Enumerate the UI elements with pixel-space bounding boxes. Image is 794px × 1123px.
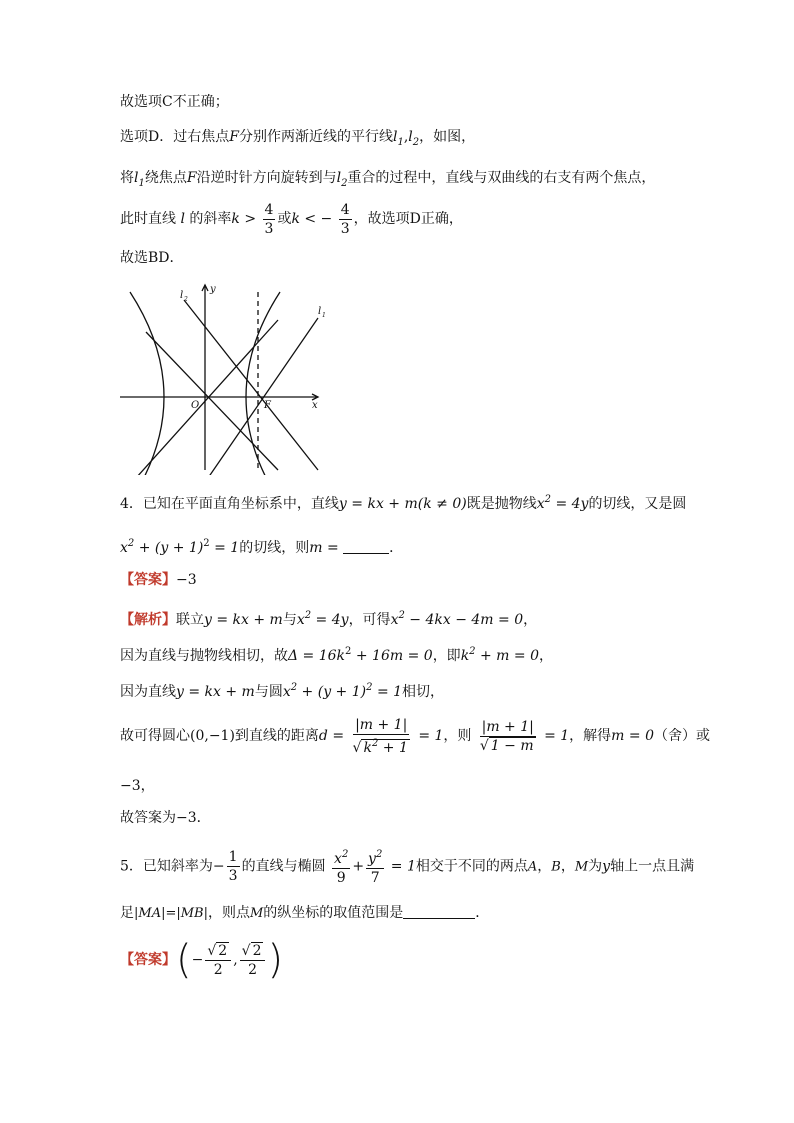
sentence: −3， (120, 778, 155, 794)
focus-F: F (186, 170, 197, 186)
line-l2 (184, 300, 318, 470)
analysis-line4 (120, 714, 710, 758)
sentence: 既是抛物线 (466, 496, 537, 512)
question-5-line1: 5．已知斜率为− $\frac{1}{3}$ 的直线与椭圆 $\frac{x^2}{9}$ + $\frac{y^2}{7}$ = 1相交于不同的两点A，B，M为y轴上一点且满 (120, 846, 694, 888)
analysis-line6 (120, 808, 211, 828)
hyperbola-figure (118, 280, 328, 475)
sentence: 已知斜率为 (142, 858, 213, 875)
label-F: F (264, 400, 271, 411)
equation: y = kx + m(k ≠ 0) (338, 496, 467, 512)
math-l2: $l_2$ (408, 129, 420, 148)
sentence: ，即 (432, 648, 461, 664)
sentence: 相切， (402, 684, 445, 700)
fraction-1-3: $\frac{1}{3}$ (228, 849, 238, 884)
answer-tag: 【答案】 (120, 952, 176, 968)
sentence: 的切线，则 (239, 540, 310, 556)
analysis-line5 (120, 776, 155, 796)
equation: = 1 (418, 728, 444, 744)
focus-F: F (229, 129, 239, 145)
analysis-line3: 因为直线y = kx + m与圆$x^2 + (y + 1)^2 = 1$相切， (120, 682, 445, 700)
sentence: 的纵坐标的取值范围是 (263, 905, 404, 921)
fraction-4-3: $\frac{4}{3}$ (340, 201, 350, 237)
sentence: 故答案为−3． (120, 810, 211, 826)
point-A: A (527, 859, 538, 875)
question-4-line2: $x^2 + (y + 1)^2 = 1$的切线，则m = ． (120, 538, 404, 556)
equation: = 1 (390, 858, 416, 875)
sentence: 因为直线 (120, 684, 176, 700)
sentence: ，解得 (569, 728, 612, 744)
equation: = 1 (214, 540, 240, 556)
sentence: ，故选项D正确， (353, 211, 463, 227)
sentence: ，则点 (207, 905, 250, 921)
variable-y: y (602, 858, 611, 875)
text-line (120, 248, 184, 268)
sentence: 分别作两渐近线的平行线 (238, 129, 393, 145)
sentence: 选项D．过右焦点 (120, 129, 230, 145)
answer-blank (343, 539, 389, 554)
fraction-x2-9: $\frac{x^2}{9}$ (332, 846, 350, 887)
sentence: 的切线，又是圆 (588, 496, 687, 512)
sentence: 为 (588, 858, 603, 875)
sentence: 与圆 (254, 684, 283, 700)
equation: − 4kx − 4m = 0 (409, 612, 524, 628)
equation: |MA|=|MB| (134, 906, 208, 921)
label-l2-sub: 2 (184, 296, 188, 303)
fraction-y2-7: $\frac{y^2}{7}$ (366, 846, 384, 887)
label-y: y (210, 284, 216, 295)
sentence: ，则 (443, 728, 472, 744)
sentence: ， (537, 858, 552, 875)
sentence: 因为直线与抛物线相切，故 (120, 648, 288, 664)
math-l2: $l_2$ (336, 170, 348, 189)
sentence: ， (523, 612, 538, 628)
sentence: 此时直线 (120, 211, 176, 227)
sentence: 重合的过程中，直线与双曲线的右支有两个焦点， (347, 170, 656, 186)
sentence: 到直线的距离 (234, 728, 319, 744)
sentence: 轴上一点且满 (610, 858, 695, 875)
question-number: 5． (120, 858, 143, 875)
analysis-line2: 因为直线与抛物线相切，故$\Delta = 16k^2 + 16m = 0$，即$k^2 + m = 0$， (120, 646, 553, 664)
sentence: 绕焦点 (144, 170, 187, 186)
math-l1: $l_1$ (134, 170, 145, 189)
sentence: 足 (120, 905, 134, 921)
equation: + 16m = 0 (355, 648, 433, 664)
sentence: 相交于不同的两点 (415, 858, 528, 875)
sentence: ，如图， (419, 129, 476, 145)
text-line (120, 92, 229, 112)
question-4-line1: 4．已知在平面直角坐标系中，直线y = kx + m(k ≠ 0)既是抛物线$x^2 = 4y$的切线，又是圆 (120, 494, 687, 512)
sentence: （舍）或 (653, 728, 710, 744)
hyperbola-left-branch (130, 292, 164, 475)
equation: + (y + 1) (138, 540, 204, 556)
sentence: 的直线与椭圆 (241, 858, 326, 875)
sentence: ， (539, 648, 553, 664)
fraction-4-3: $\frac{4}{3}$ (264, 201, 274, 237)
sentence: 或 (277, 211, 292, 227)
sentence: ． (389, 540, 404, 556)
sentence: 的斜率 (189, 211, 232, 227)
question-number: 4． (120, 496, 143, 512)
answer-line: 【答案】(− $\frac{√ 2}{2}$ , $\frac{√ 2}{2}$ ) (120, 937, 284, 983)
answer-value: −3 (176, 572, 197, 588)
sentence: ，可得 (348, 612, 391, 628)
equation: Δ = 16k (288, 648, 346, 664)
sentence: 故可得圆心 (120, 728, 190, 744)
point-B: B (551, 859, 561, 875)
label-x: x (312, 400, 318, 411)
text-line (120, 168, 655, 194)
sentence: 故选项C不正确； (120, 94, 229, 110)
text-line: 此时直线 l 的斜率k > $\frac{4}{3}$ 或k < − $\frac{4}{3}$ ，故选项D正确， (120, 201, 463, 237)
sentence: ． (475, 905, 490, 921)
equation: m = 0 (611, 728, 654, 744)
label-l1: l (318, 306, 322, 317)
sentence: 联立 (176, 612, 204, 628)
answer-tag: 【答案】 (120, 572, 176, 588)
sentence: 与 (282, 612, 297, 628)
sentence: ， (560, 858, 575, 875)
analysis-tag: 【解析】 (120, 612, 176, 628)
analysis-line1: 【解析】联立y = kx + m与$x^2 = 4y$，可得$x^2 - 4kx - 4m = 0$， (120, 610, 538, 628)
sentence: 已知在平面直角坐标系中，直线 (142, 496, 339, 512)
fraction-sqrt2-2: $\frac{√ 2}{2}$ (240, 942, 266, 979)
point-M: M (574, 859, 589, 875)
label-l1-sub: 1 (322, 312, 326, 319)
distance-fraction: $\frac{|m + 1|}{√ k^2 + 1}$ (352, 716, 408, 756)
hyperbola-right-branch (246, 292, 280, 475)
sentence: 故选BD． (120, 250, 184, 266)
fraction-neg-sqrt2-2: $\frac{√ 2}{2}$ (205, 942, 231, 979)
sentence: 将 (120, 170, 134, 186)
equation: d = (318, 728, 345, 744)
text-line: 选项D．过右焦点F分别作两渐近线的平行线$l_1,l_2$，如图， (120, 129, 476, 148)
question-5-line2 (120, 903, 489, 924)
label-O: O (191, 400, 200, 411)
answer-line (120, 570, 197, 590)
equation: (0,−1) (190, 728, 235, 744)
label-l2: l (180, 290, 184, 301)
equation: = 1 (544, 728, 570, 744)
math-l1: $l_1$ (392, 129, 404, 148)
point-M: M (249, 906, 264, 921)
distance-fraction-2: $\frac{|m + 1|}{√ 1 - m}$ (479, 718, 534, 754)
sentence: 沿逆时针方向旋转到与 (196, 170, 337, 186)
equation: + m = 0 (480, 648, 539, 664)
equation: = 4y (555, 496, 589, 512)
answer-blank (403, 904, 475, 919)
